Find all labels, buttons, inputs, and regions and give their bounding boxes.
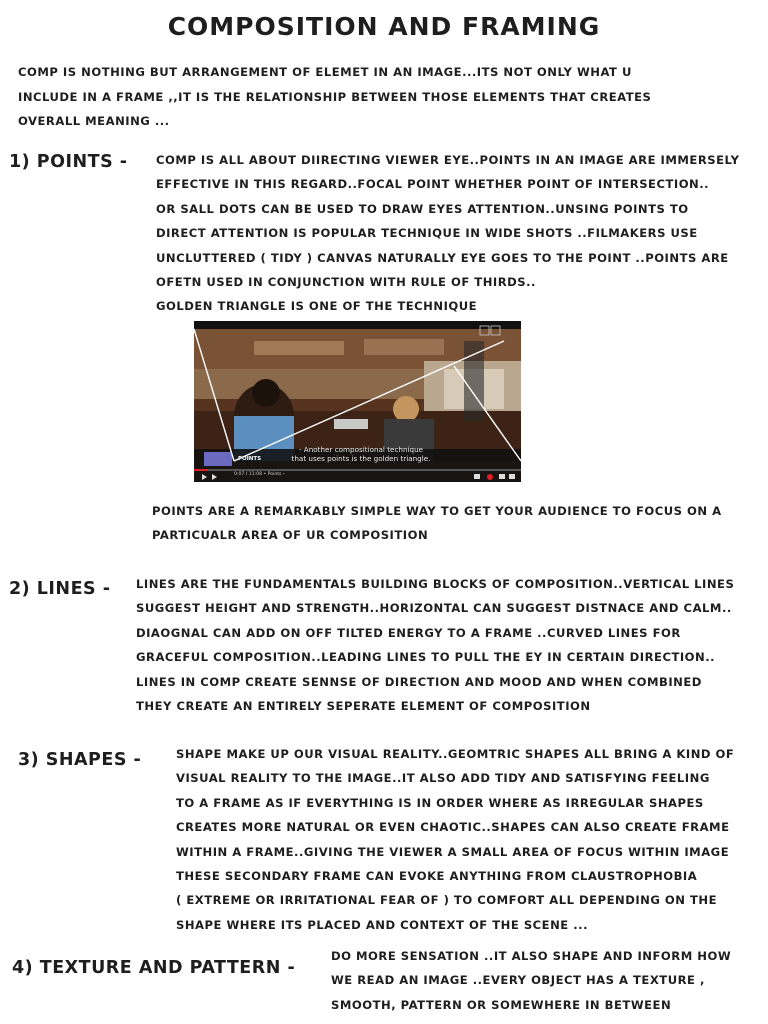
body-line: OR SALL DOTS CAN BE USED TO DRAW EYES ATTENTION..UNSING POINTS TO: [156, 201, 689, 216]
section-body-points-after-figure: [152, 499, 762, 548]
intro-line: OVERALL MEANING ...: [18, 114, 170, 128]
body-line: LINES IN COMP CREATE SENNSE OF DIRECTION AND MOOD AND WHEN COMBINED: [136, 674, 702, 689]
body-line: ( EXTREME OR IRRITATIONAL FEAR OF ) TO COMFORT ALL DEPENDING ON THE: [176, 893, 718, 908]
body-line: WE READ AN IMAGE ..EVERY OBJECT HAS A TEXTURE ,: [331, 973, 705, 988]
body-line: DO MORE SENSATION ..IT ALSO SHAPE AND INFORM HOW: [331, 949, 732, 963]
figure-caption: [286, 445, 436, 463]
body-line: SHAPE WHERE ITS PLACED AND CONTEXT OF THE SCENE ...: [176, 917, 588, 932]
body-line: SMOOTH, PATTERN OR SOMEWHERE IN BETWEEN: [331, 997, 672, 1012]
body-line: CREATES MORE NATURAL OR EVEN CHAOTIC..SHAPES CAN ALSO CREATE FRAME: [176, 820, 730, 835]
body-line: EFFECTIVE IN THIS REGARD..FOCAL POINT WHETHER POINT OF INTERSECTION..: [156, 177, 710, 192]
body-line: WITHIN A FRAME..GIVING THE VIEWER A SMALL AREA OF FOCUS WITHIN IMAGE: [176, 844, 730, 859]
body-line: DIAOGNAL CAN ADD ON OFF TILTED ENERGY TO A FRAME ..CURVED LINES FOR: [136, 625, 681, 640]
body-line: COMP IS ALL ABOUT DIIRECTING VIEWER EYE..POINTS IN AN IMAGE ARE IMMERSELY: [156, 153, 740, 167]
body-line: SUGGEST HEIGHT AND STRENGTH..HORIZONTAL CAN SUGGEST DISTNACE AND CALM..: [136, 601, 732, 616]
body-line: GRACEFUL COMPOSITION..LEADING LINES TO PULL THE EY IN CERTAIN DIRECTION..: [136, 650, 716, 665]
section-heading-shapes: 3) SHAPES -: [18, 750, 142, 770]
figure-chapter-label: POINTS: [238, 456, 262, 462]
golden-triangle-video-frame: [194, 321, 521, 482]
section-body-lines: [136, 572, 766, 718]
section-heading-points: 1) POINTS -: [9, 152, 128, 172]
body-line: THEY CREATE AN ENTIRELY SEPERATE ELEMENT OF COMPOSITION: [136, 699, 591, 714]
section-body-shapes: [176, 742, 766, 937]
body-line: OFETN USED IN CONJUNCTION WITH RULE OF THIRDS..: [156, 275, 536, 290]
body-line: THESE SECONDARY FRAME CAN EVOKE ANYTHING FROM CLAUSTROPHOBIA: [176, 869, 698, 884]
body-line: TO A FRAME AS IF EVERYTHING IS IN ORDER WHERE AS IRREGULAR SHAPES: [176, 795, 704, 810]
body-line: UNCLUTTERED ( TIDY ) CANVAS NATURALLY EYE GOES TO THE POINT ..POINTS ARE: [156, 250, 729, 265]
intro-line: INCLUDE IN A FRAME ,,IT IS THE RELATIONSHIP BETWEEN THOSE ELEMENTS THAT CREATES: [18, 89, 652, 104]
figure-timestamp: 0:07 / 11:08 • Points ›: [234, 472, 285, 477]
figure-caption-line: that uses points is the golden triangle.: [291, 454, 431, 463]
intro-paragraph: [18, 60, 758, 134]
body-line: GOLDEN TRIANGLE IS ONE OF THE TECHNIQUE: [156, 299, 478, 314]
body-line: VISUAL REALITY TO THE IMAGE..IT ALSO ADD TIDY AND SATISFYING FEELING: [176, 771, 710, 786]
section-heading-lines: 2) LINES -: [9, 579, 111, 599]
section-body-texture-pattern: [331, 944, 761, 1017]
section-heading-texture-pattern: 4) TEXTURE AND PATTERN -: [12, 958, 296, 978]
body-line: PARTICUALR AREA OF UR COMPOSITION: [152, 528, 429, 543]
body-line: POINTS ARE A REMARKABLY SIMPLE WAY TO GET YOUR AUDIENCE TO FOCUS ON A: [152, 504, 722, 518]
body-line: DIRECT ATTENTION IS POPULAR TECHNIQUE IN WIDE SHOTS ..FILMAKERS USE: [156, 226, 698, 241]
figure-caption-line: - Another compositional technique: [298, 445, 424, 454]
page-title: COMPOSITION AND FRAMING: [167, 12, 601, 41]
body-line: LINES ARE THE FUNDAMENTALS BUILDING BLOCKS OF COMPOSITION..VERTICAL LINES: [136, 577, 735, 591]
section-body-points: [156, 148, 768, 319]
intro-line: COMP IS NOTHING BUT ARRANGEMENT OF ELEMET IN AN IMAGE...ITS NOT ONLY WHAT U: [18, 65, 632, 79]
body-line: SHAPE MAKE UP OUR VISUAL REALITY..GEOMTRIC SHAPES ALL BRING A KIND OF: [176, 747, 735, 761]
